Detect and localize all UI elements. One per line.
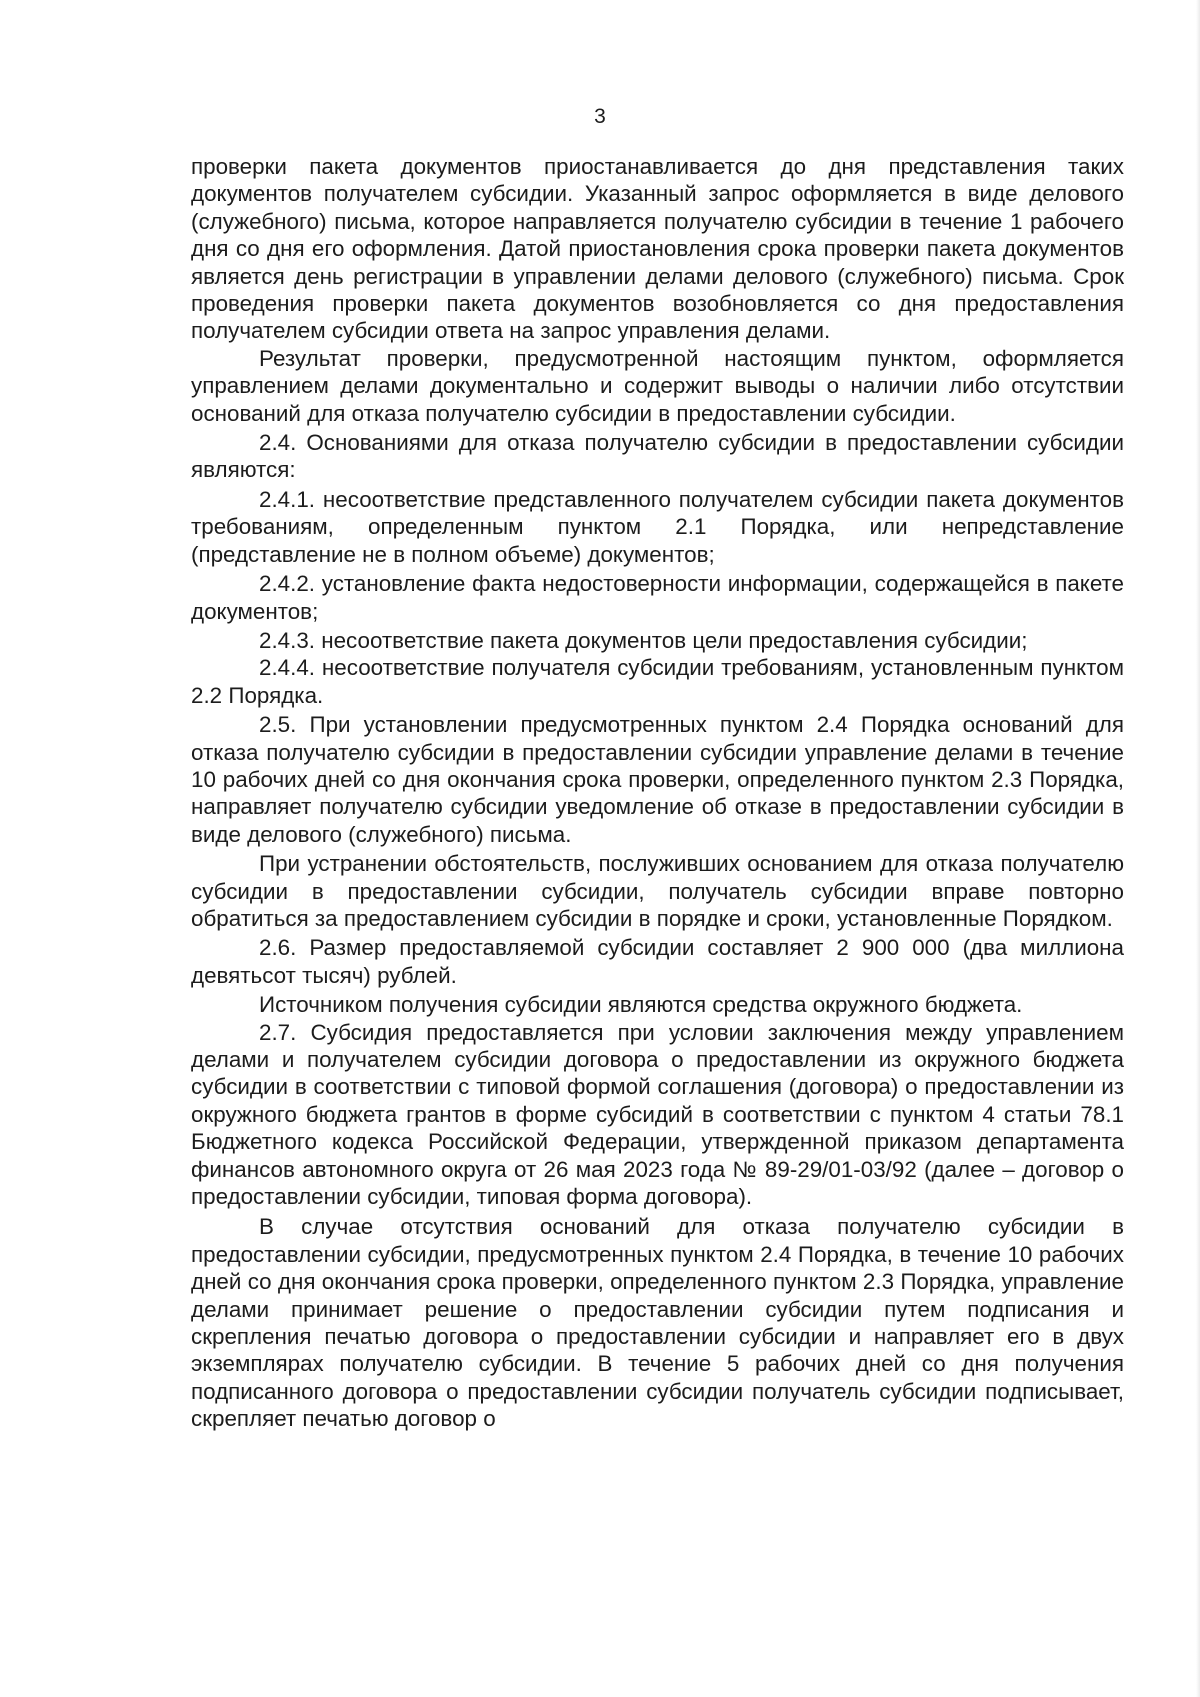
- paragraph-verification-result: Результат проверки, предусмотренной настоящим пунктом, оформляется управлением делами документально и содержит выводы о наличии либо отсутствии оснований для отказа получателю субсидии в предоставлении субсидии.: [191, 345, 1124, 426]
- paragraph-2-4: 2.4. Основаниями для отказа получателю субсидии в предоставлении субсидии являются:: [191, 430, 1124, 483]
- scan-edge-shadow: [1196, 0, 1200, 1697]
- paragraph-continuation: проверки пакета документов приостанавливается до дня представления таких документов получателем субсидии. Указанный запрос оформляется в виде делового (служебного) письма, которое направляется получателю субсидии в течение 1 рабочего дня со дня его оформления. Датой приостановления срока проверки пакета документов является день регистрации в управлении делами делового (служебного) письма. Срок проведения проверки пакета документов возобновляется со дня предоставления получателем субсидии ответа на запрос управления делами.: [191, 154, 1124, 344]
- document-body: [191, 153, 1124, 1433]
- paragraph-2-4-2: 2.4.2. установление факта недостоверности информации, содержащейся в пакете документов;: [191, 571, 1124, 624]
- paragraph-2-4-4: 2.4.4. несоответствие получателя субсидии требованиям, установленным пунктом 2.2 Порядка.: [191, 655, 1124, 708]
- paragraph-2-4-1: 2.4.1. несоответствие представленного получателем субсидии пакета документов требованиям, определенным пунктом 2.1 Порядка, или непредставление (представление не в полном объеме) документов;: [191, 486, 1124, 567]
- paragraph-repeat-application: При устранении обстоятельств, послуживших основанием для отказа получателю субсидии в предоставлении субсидии, получатель субсидии вправе повторно обратиться за предоставлением субсидии в порядке и сроки, установленные Порядком.: [191, 851, 1124, 931]
- paragraph-no-grounds-for-refusal: В случае отсутствия оснований для отказа получателю субсидии в предоставлении субсидии, предусмотренных пунктом 2.4 Порядка, в течение 10 рабочих дней со дня окончания срока проверки, определенного пунктом 2.3 Порядка, управление делами принимает решение о предоставлении субсидии путем подписания и скрепления печатью договора о предоставлении субсидии и направляет его в двух экземплярах получателю субсидии. В течение 5 рабочих дней со дня получения подписанного договора о предоставлении субсидии получатель субсидии подписывает, скрепляет печатью договор о: [191, 1214, 1124, 1432]
- paragraph-2-4-3: 2.4.3. несоответствие пакета документов цели предоставления субсидии;: [259, 627, 1028, 653]
- paragraph-2-5: 2.5. При установлении предусмотренных пунктом 2.4 Порядка оснований для отказа получателю субсидии в предоставлении субсидии управление делами в течение 10 рабочих дней со дня окончания срока проверки, определенного пунктом 2.3 Порядка, направляет получателю субсидии уведомление об отказе в предоставлении субсидии в виде делового (служебного) письма.: [191, 712, 1124, 847]
- paragraph-2-6: 2.6. Размер предоставляемой субсидии составляет 2 900 000 (два миллиона девятьсот тысяч) рублей.: [191, 935, 1124, 988]
- paragraph-funding-source: Источником получения субсидии являются средства окружного бюджета.: [259, 992, 1023, 1018]
- page-number: 3: [594, 105, 606, 128]
- paragraph-2-7: 2.7. Субсидия предоставляется при условии заключения между управлением делами и получателем субсидии договора о предоставлении из окружного бюджета субсидии в соответствии с типовой формой соглашения (договора) о предоставлении из окружного бюджета грантов в форме субсидий в соответствии с пунктом 4 статьи 78.1 Бюджетного кодекса Российской Федерации, утвержденной приказом департамента финансов автономного округа от 26 мая 2023 года № 89-29/01-03/92 (далее – договор о предоставлении субсидии, типовая форма договора).: [191, 1019, 1124, 1210]
